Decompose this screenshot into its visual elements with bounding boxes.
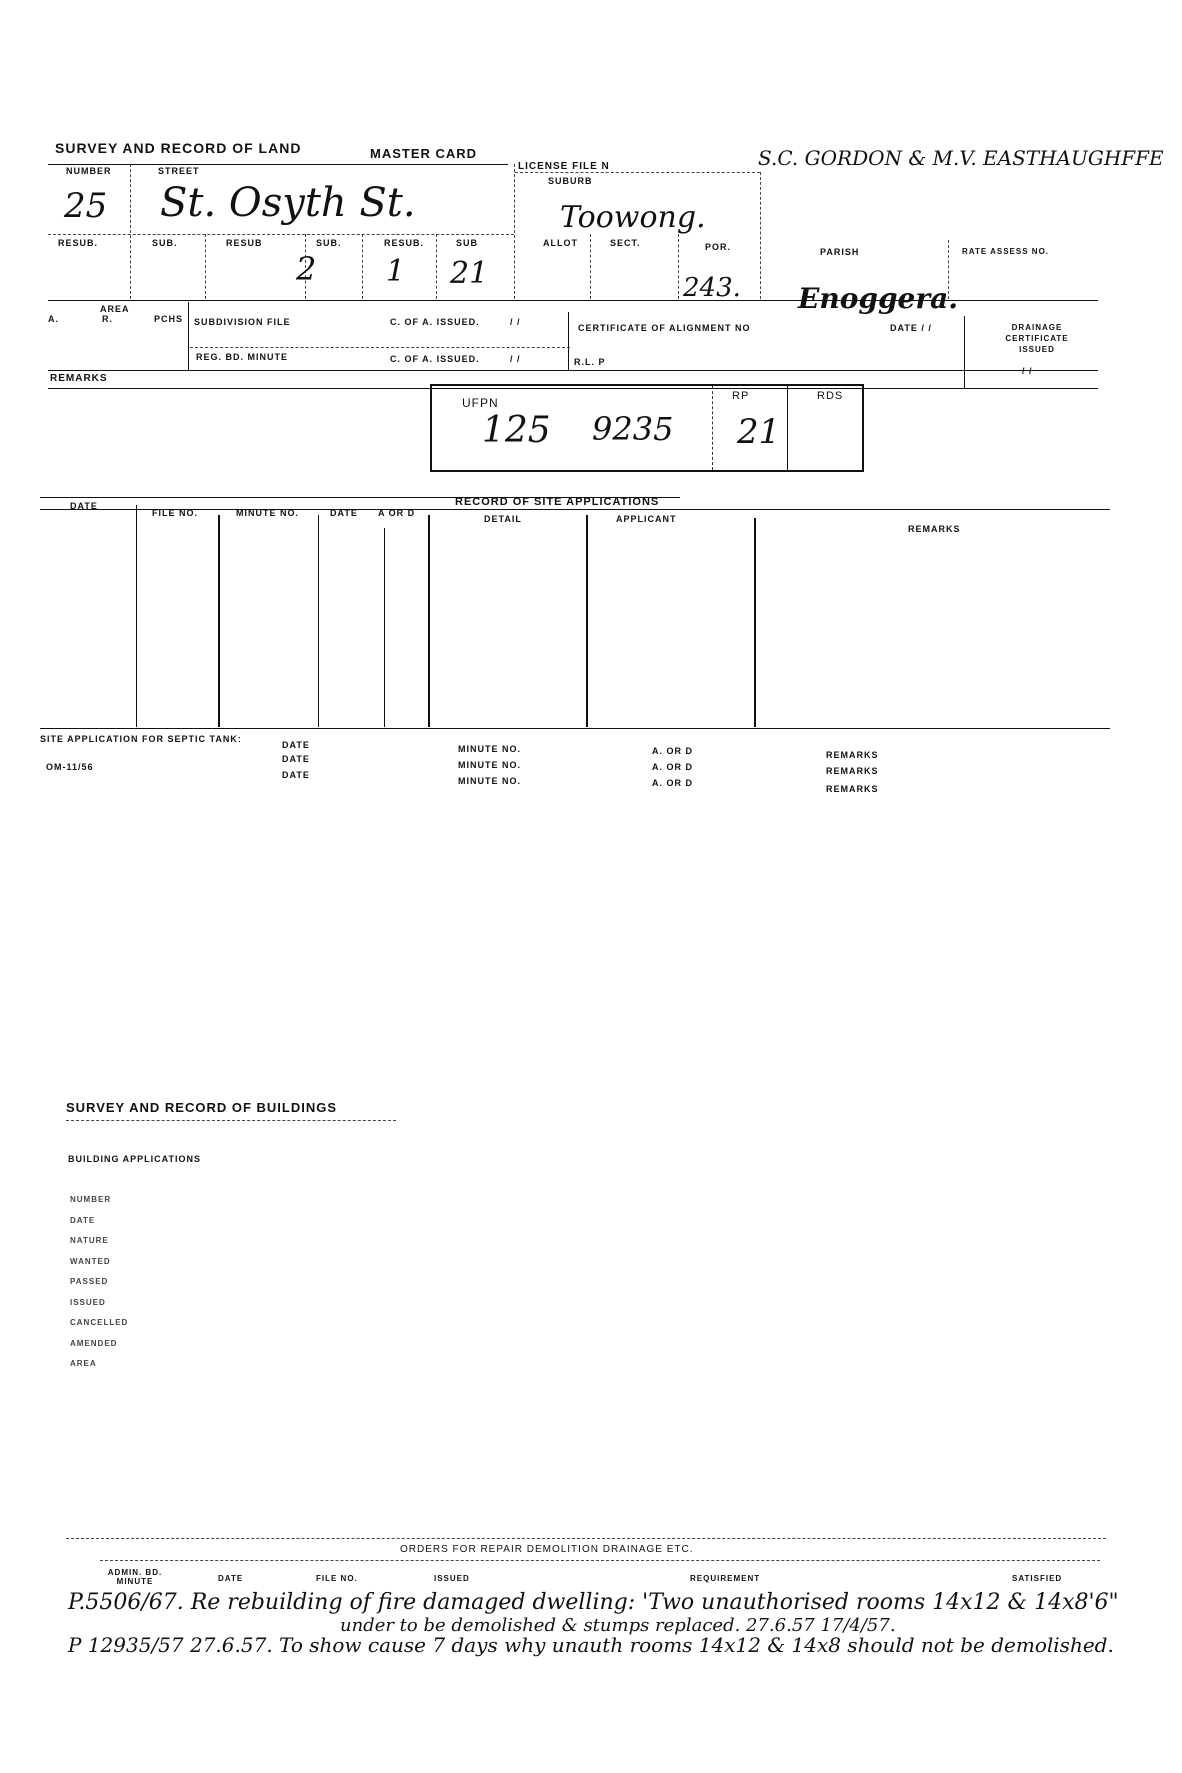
row-passed: PASSED [70, 1277, 109, 1286]
c-of-a-date-1: / / [510, 317, 521, 327]
septic-a-or-d-3: A. OR D [652, 778, 694, 788]
sub-label: SUB. [152, 238, 178, 248]
col-detail: DETAIL [484, 514, 522, 524]
order-entry-1-line-1: P.5506/67. Re rebuilding of fire damaged dwelling: 'Two unauthorised rooms 14x12 & 14x8'6" [68, 1590, 1119, 1615]
orders-title: ORDERS FOR REPAIR DEMOLITION DRAINAGE ETC. [400, 1544, 694, 1555]
row-number: NUMBER [70, 1195, 112, 1204]
remarks-label: REMARKS [50, 373, 108, 384]
street-value: St. Osyth St. [160, 180, 416, 226]
septic-remarks-2: REMARKS [826, 766, 879, 776]
orders-col-satisfied: SATISFIED [1012, 1574, 1063, 1583]
orders-col-date: DATE [218, 1574, 244, 1583]
septic-remarks-3: REMARKS [826, 784, 879, 794]
suburb-label: SUBURB [548, 176, 593, 186]
street-label: STREET [158, 166, 200, 176]
row-cancelled: CANCELLED [70, 1318, 129, 1327]
ufpn-label: UFPN [462, 396, 499, 410]
rp-label: RP [732, 390, 750, 402]
order-entry-2: P 12935/57 27.6.57. To show cause 7 days why unauth rooms 14x12 & 14x8 should not be demolished. [68, 1633, 1114, 1657]
license-file-label: LICENSE FILE N [518, 161, 610, 172]
orders-col-issued: ISSUED [434, 1574, 470, 1583]
land-title: SURVEY AND RECORD OF LAND [55, 140, 302, 156]
site-applications-title: RECORD OF SITE APPLICATIONS [455, 496, 660, 508]
row-area: AREA [70, 1359, 97, 1368]
rate-assess-label: RATE ASSESS NO. [962, 247, 1050, 256]
drainage-cert-label: DRAINAGE CERTIFICATE ISSUED [1005, 323, 1069, 354]
order-entry-1-line-2: under to be demolished & stumps replaced. 27.6.57 17/4/57. [340, 1615, 896, 1636]
number-label: NUMBER [66, 166, 112, 176]
row-date: DATE [70, 1215, 96, 1225]
septic-a-or-d-2: A. OR D [652, 762, 694, 772]
cert-alignment-label: CERTIFICATE OF ALIGNMENT NO [578, 323, 751, 333]
col-file-no: FILE NO. [152, 508, 198, 518]
alignment-date-label: DATE / / [890, 323, 932, 333]
ufpn-box [430, 384, 864, 472]
septic-minute-3: MINUTE NO. [458, 776, 521, 786]
rds-label: RDS [817, 390, 844, 402]
sect-label: SECT. [610, 238, 641, 248]
row-issued: ISSUED [70, 1297, 106, 1307]
orders-col-requirement: REQUIREMENT [690, 1574, 761, 1583]
owners-name: S.C. GORDON & M.V. EASTHAUGHFFE [758, 146, 1164, 170]
resub3-label: RESUB. [384, 238, 425, 248]
septic-date-1: DATE [282, 740, 310, 750]
row-wanted: WANTED [70, 1256, 111, 1266]
number-value: 25 [64, 186, 108, 226]
septic-a-or-d-1: A. OR D [652, 746, 694, 756]
resub-label: RESUB. [58, 238, 99, 248]
septic-label: SITE APPLICATION FOR SEPTIC TANK: [40, 734, 242, 744]
por-label: POR. [705, 242, 732, 252]
rds-value: 21 [737, 412, 781, 452]
rp-value: 9235 [592, 410, 674, 448]
r-label: R. [102, 314, 113, 324]
pchs-label: PCHS [154, 314, 184, 324]
col-applicant: APPLICANT [616, 514, 677, 524]
parish-label: PARISH [820, 247, 860, 257]
col-date-2: DATE [330, 508, 358, 518]
sub3-label: SUB [456, 238, 479, 248]
building-applications-label: BUILDING APPLICATIONS [68, 1154, 201, 1164]
col-minute-no: MINUTE NO. [236, 508, 299, 518]
allot-label: ALLOT [543, 238, 578, 248]
ufpn-value: 125 [482, 410, 551, 451]
septic-date-3: DATE [282, 770, 310, 780]
septic-date-2: DATE [282, 754, 310, 764]
c-of-a-issued-2: C. OF A. ISSUED. [390, 354, 480, 364]
sub2-label: SUB. [316, 238, 342, 248]
reg-bd-minute-label: REG. BD. MINUTE [196, 352, 289, 362]
row-amended: AMENDED [70, 1338, 118, 1348]
subdivision-file-label: SUBDIVISION FILE [194, 317, 291, 327]
c-of-a-date-2: / / [510, 354, 521, 364]
a-label: A. [48, 314, 59, 324]
septic-minute-1: MINUTE NO. [458, 744, 521, 754]
building-row-labels [70, 1190, 128, 1375]
col-remarks: REMARKS [908, 524, 961, 534]
orders-col-admin: ADMIN. BD. MINUTE [107, 1568, 163, 1586]
form-code: OM-11/56 [46, 762, 94, 772]
parish-value: Enoggera. [798, 282, 958, 315]
sub-value: 2 [296, 250, 317, 288]
col-date: DATE [70, 501, 98, 511]
buildings-title: SURVEY AND RECORD OF BUILDINGS [66, 1100, 338, 1115]
orders-col-file-no: FILE NO. [316, 1574, 358, 1583]
rl-label: R.L. P [574, 357, 606, 367]
master-card-label: MASTER CARD [370, 146, 478, 161]
col-a-or-d: A OR D [378, 508, 416, 518]
septic-remarks-1: REMARKS [826, 750, 879, 760]
resub-value: 1 [386, 254, 406, 289]
septic-minute-2: MINUTE NO. [458, 760, 521, 770]
drainage-date: / / [1022, 366, 1033, 376]
c-of-a-issued-1: C. OF A. ISSUED. [390, 317, 480, 327]
suburb-value: Toowong. [560, 200, 706, 235]
area-label: AREA [100, 304, 130, 314]
resub2-label: RESUB [226, 238, 263, 248]
sub3-value: 21 [450, 256, 489, 291]
row-nature: NATURE [70, 1236, 109, 1245]
por-value: 243. [683, 273, 741, 303]
